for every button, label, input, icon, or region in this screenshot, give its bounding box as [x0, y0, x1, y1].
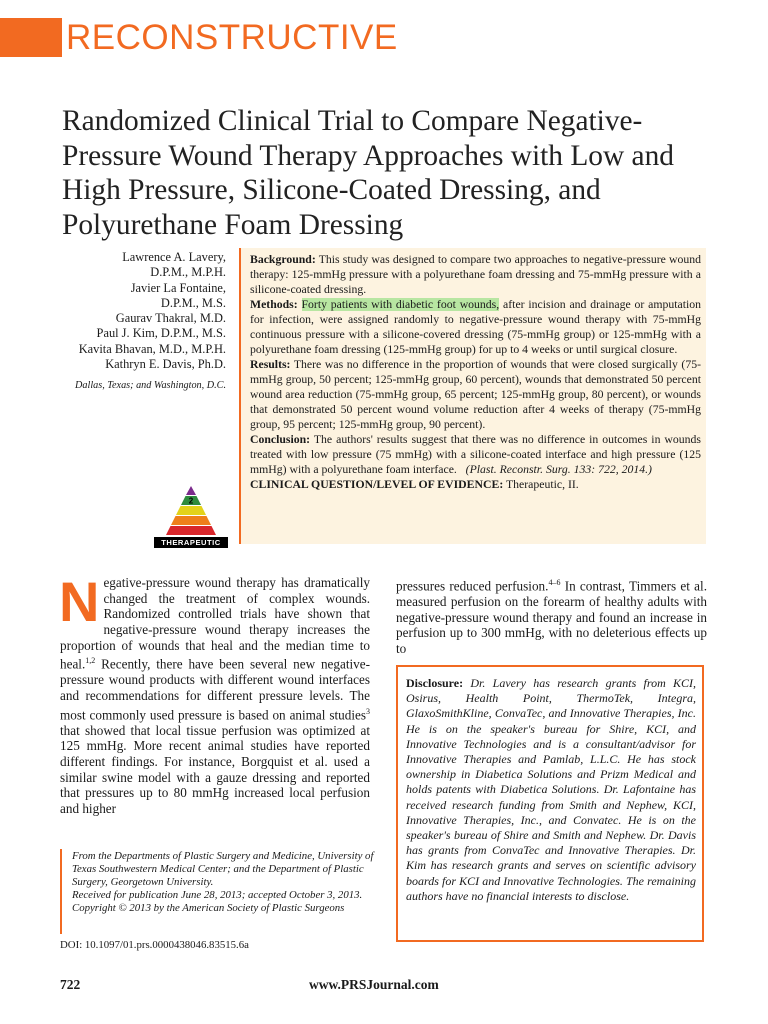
author-location: Dallas, Texas; and Washington, D.C. — [75, 380, 226, 391]
body-text: that showed that local tissue perfusion was optimized at 125 mmHg. More recent animal studies have reported different findings. For instance, Borgquist et al. used a similar swine model with a gauze dressing and reported that pressures up to 80 mmHg increased local perfusion and higher — [60, 722, 370, 816]
article-title: Randomized Clinical Trial to Compare Negative-Pressure Wound Therapy Approaches with Low and High Pressure, Silicone-Coated Dressing, and Polyurethane Foam Dressing — [62, 105, 674, 241]
abstract-text — [250, 252, 701, 492]
section-label: RECONSTRUCTIVE — [66, 18, 398, 57]
pyramid-tier-3 — [176, 506, 206, 515]
journal-url[interactable]: www.PRSJournal.com — [309, 977, 439, 992]
affiliation-received: Received for publication June 28, 2013; accepted October 3, 2013. — [72, 889, 363, 902]
results-label: Results: — [250, 358, 291, 371]
body-text: egative-pressure wound therapy has dramatically changed the treatment of complex wounds. Randomized controlled trials have shown that negative-pressure wound therapy increases the proportion of wounds that heal and the median time to heal. — [60, 575, 370, 672]
author-line: Gaurav Thakral, M.D. — [115, 311, 226, 326]
body-text: pressures reduced perfusion. — [396, 578, 549, 594]
results-text: There was no difference in the proportion of wounds that were closed surgically (75-mmHg group, 50 percent; 125-mmHg group, 60 percent), wounds that demonstrated 50 percent wound area reduction (75-mmHg group, 65 percent; 125-mmHg group, 80 percent), or wounds that demonstrated 50 percent wound volume reduction after 4 weeks of therapy (75-mmHg group, 95 percent; 125-mmHg group, 90 percent). — [250, 358, 701, 431]
methods-label: Methods: — [250, 298, 298, 311]
background-label: Background: — [250, 253, 316, 266]
body-text: In contrast, Timmers et al. measured perfusion on the forearm of healthy adults with negative-pressure wound therapy and found an increase in perfusion up to 300 mmHg, with no deleterious effects up to — [396, 578, 707, 657]
affiliation-copyright: Copyright © 2013 by the American Society of Plastic Surgeons — [72, 902, 345, 915]
conclusion-label: Conclusion: — [250, 433, 311, 446]
affiliation-rule — [60, 849, 62, 934]
affiliation-departments: From the Departments of Plastic Surgery and Medicine, University of Texas Southwestern Medical Center; and the Department of Plastic Surgery, Georgetown University. — [72, 850, 374, 889]
body-column-right — [396, 575, 707, 657]
page-number: 722 — [60, 977, 81, 992]
author-list — [30, 250, 226, 372]
abstract-methods — [250, 297, 701, 357]
citation: (Plast. Reconstr. Surg. 133: 722, 2014.) — [465, 463, 652, 476]
affiliation-note — [72, 850, 377, 915]
author-line: Kavita Bhavan, M.D., M.P.H. — [78, 341, 226, 356]
methods-highlight: Forty patients with diabetic foot wounds, — [301, 298, 500, 311]
abstract-rule — [239, 248, 241, 544]
methods-text: after incision and drainage or amputation for infection, were assigned randomly to negative-pressure wound therapy with 75-mmHg continuous pressure with a silicone-covered dressing (75-mmHg group) or 125-mmHg with a polyurethane foam dressing (125-mmHg group) for up to 4 weeks or until surgical closure. — [250, 298, 702, 356]
author-line: D.P.M., M.P.H. — [150, 265, 226, 280]
evidence-label: THERAPEUTIC — [154, 537, 228, 548]
body-text: Recently, there have been several new negative-pressure wound products with different wound interfaces and recommendations for different pressure levels. The most commonly used pressure is based on animal studies — [60, 656, 370, 723]
clinical-text: Therapeutic, II. — [505, 478, 579, 491]
author-line: Javier La Fontaine, — [130, 280, 226, 295]
clinical-label: CLINICAL QUESTION/LEVEL OF EVIDENCE: — [250, 478, 504, 491]
body-column-left — [59, 570, 370, 817]
abstract-results — [250, 357, 701, 432]
disclosure-label: Disclosure: — [406, 676, 464, 690]
pyramid-tier-4 — [171, 516, 211, 525]
author-line: Lawrence A. Lavery, — [122, 250, 226, 264]
evidence-level: 2 — [188, 496, 194, 506]
section-color-bar — [0, 18, 62, 57]
pyramid-tier-1 — [186, 486, 196, 495]
reference-superscript: 4–6 — [548, 578, 561, 587]
reference-superscript: 1,2 — [85, 656, 96, 666]
drop-cap: N — [59, 570, 100, 633]
doi-link[interactable]: DOI: 10.1097/01.prs.0000438046.83515.6a — [60, 939, 249, 951]
author-line: D.P.M., M.S. — [160, 295, 226, 310]
author-line: Paul J. Kim, D.P.M., M.S. — [96, 326, 226, 341]
disclosure-text — [406, 676, 696, 904]
author-line: Kathryn E. Davis, Ph.D. — [105, 357, 226, 372]
abstract-clinical — [250, 477, 701, 492]
disclosure-body: Dr. Lavery has research grants from KCI, Osirus, Health Point, ThermoTek, Integra, GlaxoSmithKline, ConvaTec, and Innovative Therapies, Inc. He is on the speaker's bureau for Shire, KCI, and Innovative Technologies and is a consultant/advisor for Innovative Therapies and Pamlab, L.L.C. He has stock ownership in Diabetica Solutions and Prizm Medical and holds patents with Diabetica Solutions. Dr. Lafontaine has received research funding from Smith and Nephew, KCI, Innovative Therapies, Inc., and Convatec. He is on the speaker's bureau of Shire and Smith and Nephew. Dr. Davis has grants from ConvaTec and Innovative Therapies. Dr. Kim has research grants and serves on scientific advisory boards for KCI and Innovative Technologies. The remaining authors have no financial interests to disclose. — [406, 676, 697, 903]
reference-superscript: 3 — [366, 706, 370, 716]
pyramid-tier-5 — [166, 526, 216, 535]
abstract-background — [250, 252, 701, 297]
conclusion-text: The authors' results suggest that there was no difference in outcomes in wounds treated with low pressure (75 mmHg) with a silicone-coated interface and high pressure (125 mmHg) with a polyurethane foam interface. — [250, 433, 701, 476]
abstract-conclusion — [250, 432, 701, 477]
background-text: This study was designed to compare two approaches to negative-pressure wound therapy: 125-mmHg pressure with a polyurethane foam dressing and 75-mmHg pressure with a silicone-coated dressing. — [250, 253, 701, 296]
